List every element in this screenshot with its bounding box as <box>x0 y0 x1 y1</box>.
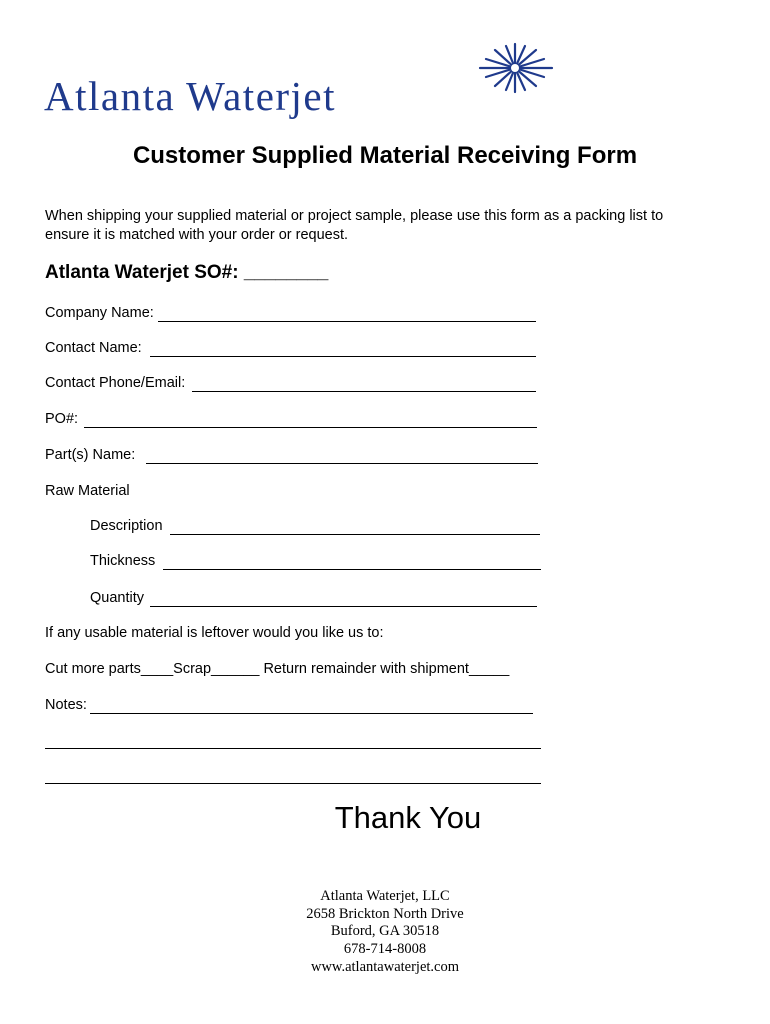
parts-name-line[interactable] <box>146 463 538 464</box>
address-street: 2658 Brickton North Drive <box>306 905 464 922</box>
notes-line-1[interactable] <box>90 713 533 714</box>
leftover-question: If any usable material is leftover would you like us to: <box>45 625 384 641</box>
address-phone: 678-714-8008 <box>343 941 427 958</box>
intro-line-2: ensure it is matched with your order or request. <box>45 227 349 243</box>
thank-you-heading: Thank You <box>334 800 482 835</box>
address-website[interactable]: www.atlantawaterjet.com <box>310 958 460 975</box>
address-city: Buford, GA 30518 <box>330 923 440 940</box>
description-line[interactable] <box>170 534 540 535</box>
thickness-label: Thickness <box>90 553 156 569</box>
so-number-field[interactable]: Atlanta Waterjet SO#: ________ <box>45 262 329 283</box>
contact-name-line[interactable] <box>150 356 536 357</box>
compass-star-icon <box>470 40 560 96</box>
contact-name-label: Contact Name: <box>45 340 142 356</box>
po-number-line[interactable] <box>84 427 537 428</box>
notes-line-3[interactable] <box>45 783 541 784</box>
thickness-line[interactable] <box>163 569 541 570</box>
quantity-line[interactable] <box>150 606 537 607</box>
parts-name-label: Part(s) Name: <box>45 447 136 463</box>
raw-material-label: Raw Material <box>45 483 130 499</box>
intro-line-1: When shipping your supplied material or project sample, please use this form as a packing list to <box>45 208 664 224</box>
notes-line-2[interactable] <box>45 748 541 749</box>
address-company: Atlanta Waterjet, LLC <box>320 888 450 904</box>
contact-phone-email-label: Contact Phone/Email: <box>45 375 186 391</box>
company-name-line[interactable] <box>158 321 536 322</box>
notes-label: Notes: <box>45 697 87 713</box>
po-number-label: PO#: <box>45 411 79 427</box>
leftover-options[interactable]: Cut more parts____Scrap______ Return remainder with shipment_____ <box>45 661 510 677</box>
contact-phone-email-line[interactable] <box>192 391 536 392</box>
company-address <box>0 888 770 977</box>
form-title: Customer Supplied Material Receiving Form <box>132 142 638 169</box>
description-label: Description <box>90 518 163 534</box>
company-name-label: Company Name: <box>45 305 154 321</box>
quantity-label: Quantity <box>90 590 144 606</box>
company-logo-text: Atlanta Waterjet <box>44 73 337 119</box>
